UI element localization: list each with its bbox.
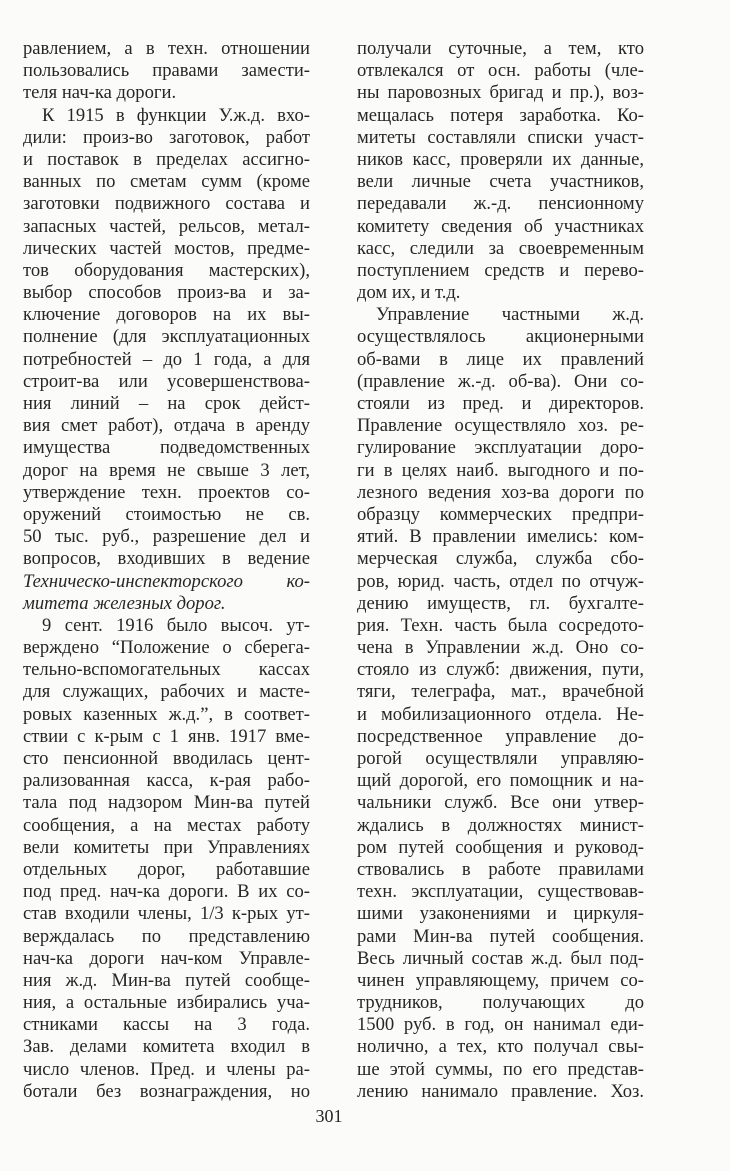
text-line: Весь личный состав ж.д. был под- — [357, 947, 644, 969]
text-column-right — [357, 38, 644, 1103]
text-line: ны паровозных бригад и пр.), воз- — [357, 82, 644, 104]
text-line: ключение договоров на их вы- — [23, 304, 310, 326]
text-line: чена в Управлении ж.д. Оно со- — [357, 637, 644, 659]
text-line: число членов. Пред. и члены ра- — [23, 1058, 310, 1080]
text-line: получали суточные, а тем, кто — [357, 38, 644, 59]
page-number: 301 — [315, 1106, 343, 1126]
text-line: ванных по сметам сумм (кроме — [23, 171, 310, 193]
text-line: щий дорогой, его помощник и на- — [357, 770, 644, 792]
text-line: рия. Техн. часть была сосредото- — [357, 614, 644, 636]
text-line: мещалась потеря заработка. Ко- — [357, 104, 644, 126]
text-line: сообщения, а на местах работу — [23, 814, 310, 836]
text-line: Правление осуществляло хоз. ре- — [357, 415, 644, 437]
text-line: тов оборудования мастерских), — [23, 259, 310, 281]
text-line: митеты составляли списки участ- — [357, 126, 644, 148]
text-line: тельно-вспомогательных кассах — [23, 659, 310, 681]
text-line: став входили члены, 1/3 к-рых ут- — [23, 903, 310, 925]
text-line: рами Мин-ва путей сообщения. — [357, 925, 644, 947]
text-line: 1500 руб. в год, он нанимал еди- — [357, 1014, 644, 1036]
text-line: поступлением средств и перево- — [357, 259, 644, 281]
text-line: дом их, и т.д. — [357, 282, 461, 304]
text-line: осуществлялось акционерными — [357, 326, 644, 348]
text-line: чальники служб. Все они утвер- — [357, 792, 644, 814]
text-line: лических частей мостов, предме- — [23, 237, 310, 259]
text-line: дению имуществ, гл. бухгалте- — [357, 592, 644, 614]
text-line: утверждение техн. проектов со- — [23, 481, 310, 503]
text-line: вопросов, входивших в ведение — [23, 548, 310, 570]
text-line: нач-ка дороги нач-ком Управле- — [23, 947, 310, 969]
text-line: ровых казенных ж.д.”, в соответ- — [23, 703, 310, 725]
text-line: посредственное управление до- — [357, 725, 644, 747]
text-line: трудников, получающих до — [357, 992, 644, 1014]
text-line: вия смет работ), отдача в аренду — [23, 415, 310, 437]
text-line: техн. эксплуатации, существовав- — [357, 881, 644, 903]
text-line: ния, а остальные избирались уча- — [23, 992, 310, 1014]
text-line: лению нанимало правление. Хоз. — [357, 1080, 644, 1102]
text-line: митета железных дорог. — [23, 592, 226, 614]
text-line: пользовались правами замести- — [23, 60, 310, 82]
text-line: отдельных дорог, работавшие — [23, 858, 310, 880]
text-line: заготовки подвижного состава и — [23, 193, 310, 215]
text-line: полнение (для эксплуатационных — [23, 326, 310, 348]
text-line: ров, юрид. часть, отдел по отчуж- — [357, 570, 644, 592]
text-line: для служащих, рабочих и масте- — [23, 681, 310, 703]
text-line: ром путей сообщения и руковод- — [357, 836, 644, 858]
text-line: мерческая служба, служба сбо- — [357, 548, 644, 570]
text-line: нолично, а тех, кто получал свы- — [357, 1036, 644, 1058]
text-line: вели комитеты при Управлениях — [23, 836, 310, 858]
text-line: дорог на время не свыше 3 лет, — [23, 459, 310, 481]
text-line: 50 тыс. руб., разрешение дел и — [23, 526, 310, 548]
text-line: касс, следили за своевременным — [357, 237, 644, 259]
text-line: стояли из пред. и директоров. — [357, 393, 644, 414]
text-column-left — [23, 38, 310, 1103]
text-line: теля нач-ка дороги. — [23, 82, 177, 104]
text-line: комитету сведения об участниках — [357, 215, 644, 237]
text-line: ятий. В правлении имелись: ком- — [357, 526, 644, 548]
text-line: вели личные счета участников, — [357, 171, 644, 193]
text-line: и мобилизационного отдела. Не- — [357, 703, 644, 725]
text-line: ждались в должностях минист- — [357, 814, 644, 836]
text-line: передавали ж.-д. пенсионному — [357, 193, 644, 215]
text-line: Управление частными ж.д. — [376, 304, 644, 326]
text-line: гулирование эксплуатации доро- — [357, 437, 644, 459]
text-line: верждалась по представлению — [23, 925, 310, 947]
text-line: ботали без вознаграждения, но — [23, 1080, 310, 1102]
text-line: Зав. делами комитета входил в — [23, 1036, 310, 1058]
text-line: шими узаконениями и циркуля- — [357, 903, 644, 925]
text-line: ния линий – на срок дейст- — [23, 393, 310, 414]
text-line: Техническо-инспекторского ко- — [23, 570, 310, 592]
text-line: оружений стоимостью не св. — [23, 503, 310, 525]
text-line: имущества подведомственных — [23, 437, 310, 459]
text-line: ствии с к-рым с 1 янв. 1917 вме- — [23, 725, 310, 747]
text-line: рализованная касса, к-рая рабо- — [23, 770, 310, 792]
text-line: дили: произ-во заготовок, работ — [23, 126, 310, 148]
text-line: ги в целях наиб. выгодного и по- — [357, 459, 644, 481]
text-line: об-вами в лице их правлений — [357, 348, 644, 370]
text-line: выбор способов произ-ва и за- — [23, 282, 310, 304]
text-line: (правление ж.-д. об-ва). Они со- — [357, 370, 644, 392]
text-line: и поставок в пределах ассигно- — [23, 148, 310, 170]
text-line: под пред. нач-ка дороги. В их со- — [23, 881, 310, 903]
text-line: образцу коммерческих предпри- — [357, 503, 644, 525]
text-line: лезного ведения хоз-ва дороги по — [357, 481, 644, 503]
text-line: строит-ва или усовершенствова- — [23, 370, 310, 392]
text-line: тала под надзором Мин-ва путей — [23, 792, 310, 814]
text-line: ствовались в работе правилами — [357, 858, 644, 880]
text-line: рогой осуществляли управляю- — [357, 748, 644, 769]
text-line: ников касс, проверяли их данные, — [357, 148, 644, 170]
text-line: ния ж.д. Мин-ва путей сообще- — [23, 969, 310, 991]
text-line: верждено “Положение о сберега- — [23, 637, 310, 659]
text-line: 9 сент. 1916 было высоч. ут- — [42, 614, 310, 636]
text-line: стояло из служб: движения, пути, — [357, 659, 644, 681]
text-line: стниками кассы на 3 года. — [23, 1014, 310, 1036]
text-line: потребностей – до 1 года, а для — [23, 348, 310, 370]
text-line: равлением, а в техн. отношении — [23, 38, 310, 59]
text-line: запасных частей, рельсов, метал- — [23, 215, 310, 237]
text-line: ше этой суммы, по его представ- — [357, 1058, 644, 1080]
text-line: отвлекался от осн. работы (чле- — [357, 60, 644, 82]
text-line: К 1915 в функции У.ж.д. вхо- — [42, 104, 310, 126]
text-line: сто пенсионной вводилась цент- — [23, 748, 310, 769]
text-line: чинен управляющему, причем со- — [357, 969, 644, 991]
text-line: тяги, телеграфа, мат., врачебной — [357, 681, 644, 703]
